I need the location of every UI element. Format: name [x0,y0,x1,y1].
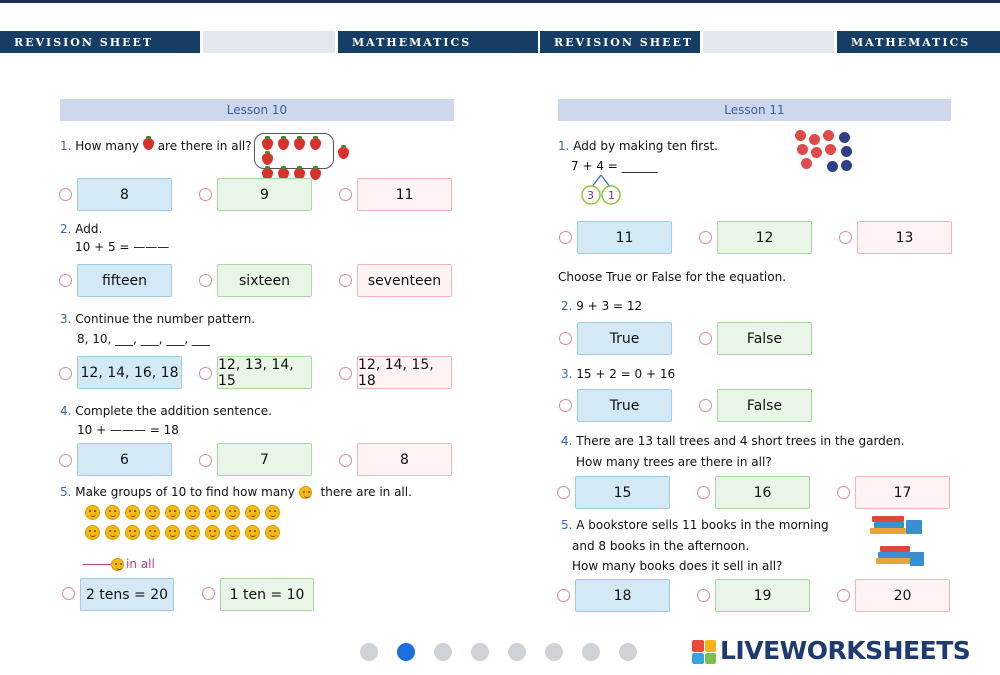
smiley-icon [299,486,312,499]
question-1 [60,138,252,153]
option-16[interactable]: 16 [715,476,810,509]
lesson-title [60,99,454,121]
question-text: Complete the addition sentence. [75,404,272,418]
strawberry-group [254,133,334,169]
option-15[interactable]: 15 [575,476,670,509]
option-8[interactable]: 8 [357,443,452,476]
header-revision-sheet-right [540,31,700,53]
radio-option-2-tens[interactable] [62,587,75,600]
option-12-13-14-15[interactable]: 12, 13, 14, 15 [217,356,312,389]
question-number: 4. [60,404,72,418]
header-subject: MATHEMATICS [352,35,472,49]
option-19[interactable]: 19 [715,579,810,612]
lesson-title-text: Lesson 11 [724,103,785,117]
number-split-diagram [576,173,626,208]
question-2 [561,299,642,313]
radio-option-c[interactable] [339,367,352,380]
question-number: 3. [561,367,573,381]
question-text: Make groups of 10 to find how many [75,485,295,499]
lesson-title [558,99,951,121]
option-true[interactable]: True [577,389,672,422]
number-pattern: 8, 10, ___, ___, ___, ___ [77,332,211,346]
radio-option-8[interactable] [59,188,72,201]
radio-option-11[interactable] [339,188,352,201]
radio-option-fifteen[interactable] [59,274,72,287]
header-mathematics-left [338,31,538,53]
radio-option-sixteen[interactable] [199,274,212,287]
header-mathematics-right [837,31,1000,53]
radio-option-16[interactable] [697,486,710,499]
question-1 [558,139,718,153]
option-false[interactable]: False [717,322,812,355]
strawberry-icon [143,138,154,150]
radio-option-19[interactable] [697,589,710,602]
radio-option-6[interactable] [59,454,72,467]
option-1-ten[interactable]: 1 ten = 10 [220,578,314,611]
equation: 7 + 4 = ______ [571,159,658,173]
radio-option-13[interactable] [839,231,852,244]
question-5 [60,485,412,499]
lesson-title-text: Lesson 10 [226,103,288,117]
radio-option-7[interactable] [199,454,212,467]
option-11[interactable]: 11 [357,178,452,211]
option-7[interactable]: 7 [217,443,312,476]
option-6[interactable]: 6 [77,443,172,476]
question-text: Continue the number pattern. [75,312,256,326]
radio-option-true[interactable] [559,399,572,412]
question-number: 1. [60,139,72,153]
question-5-line2: and 8 books in the afternoon. [572,539,750,553]
question-number: 5. [561,518,573,532]
question-text: are there in all? [157,139,252,153]
blank-in-all [83,557,155,571]
radio-option-b[interactable] [199,367,212,380]
header-label: REVISION SHEET [554,35,694,49]
option-false[interactable]: False [717,389,812,422]
header-label: REVISION SHEET [14,35,154,49]
option-17[interactable]: 17 [855,476,950,509]
question-number: 4. [561,434,573,448]
question-text: 9 + 3 = 12 [576,299,643,313]
option-2-tens[interactable]: 2 tens = 20 [80,578,174,611]
page-dot-3[interactable] [434,643,452,661]
question-text: there are in all. [320,485,412,499]
question-number: 2. [60,222,72,236]
option-seventeen[interactable]: seventeen [357,264,452,297]
radio-option-seventeen[interactable] [339,274,352,287]
option-8[interactable]: 8 [77,178,172,211]
radio-option-12[interactable] [699,231,712,244]
smiley-icon [111,558,124,571]
brand-name: LIVEWORKSHEETS [720,636,971,665]
radio-option-17[interactable] [837,486,850,499]
equation: 10 + 5 = ——— [75,240,170,254]
question-3 [561,367,675,381]
header-subject: MATHEMATICS [851,35,971,49]
question-2 [60,222,102,236]
question-4 [561,434,905,448]
radio-option-8b[interactable] [339,454,352,467]
option-11[interactable]: 11 [577,221,672,254]
strawberry-icon [338,147,349,159]
header-spacer [703,31,834,53]
radio-option-11[interactable] [559,231,572,244]
question-number: 3. [60,312,72,326]
question-text: Add by making ten first. [573,139,718,153]
page-dot-4[interactable] [471,643,489,661]
page-dot-2[interactable] [397,643,415,661]
option-13[interactable]: 13 [857,221,952,254]
question-5 [561,518,829,532]
radio-option-a[interactable] [59,367,72,380]
equation: 10 + ——— = 18 [77,423,179,437]
option-18[interactable]: 18 [575,579,670,612]
question-3 [60,312,255,326]
radio-option-15[interactable] [557,486,570,499]
header-spacer [203,31,335,53]
option-true[interactable]: True [577,322,672,355]
radio-option-18[interactable] [557,589,570,602]
question-text: There are 13 tall trees and 4 short trees in the garden. [576,434,905,448]
page-dot-8[interactable] [619,643,637,661]
question-text: A bookstore sells 11 books in the morning [576,518,829,532]
radio-option-9[interactable] [199,188,212,201]
header-revision-sheet-left [0,31,200,53]
radio-option-20[interactable] [837,589,850,602]
blank-line [83,564,111,565]
liveworksheets-logo-icon [692,640,716,664]
option-sixteen[interactable]: sixteen [217,264,312,297]
question-4-sub: How many trees are there in all? [576,455,772,469]
question-number: 1. [558,139,570,153]
question-number: 5. [60,485,72,499]
option-12-14-16-18[interactable]: 12, 14, 16, 18 [77,356,182,389]
question-4 [60,404,272,418]
option-12-14-15-18[interactable]: 12, 14, 15, 18 [357,356,452,389]
radio-option-true[interactable] [559,332,572,345]
split-left: 3 [587,189,594,202]
question-text: 15 + 2 = 0 + 16 [576,367,676,381]
page-dot-1[interactable] [360,643,378,661]
page-dot-7[interactable] [582,643,600,661]
blank-label: in all [126,557,155,571]
option-20[interactable]: 20 [855,579,950,612]
top-border [0,0,1000,3]
question-text: Add. [75,222,103,236]
counting-balls [793,128,853,178]
book-stacks-icon [870,514,926,574]
option-9[interactable]: 9 [217,178,312,211]
instruction: Choose True or False for the equation. [558,270,787,284]
radio-option-false[interactable] [699,399,712,412]
question-number: 2. [561,299,573,313]
radio-option-false[interactable] [699,332,712,345]
page-dot-6[interactable] [545,643,563,661]
smiley-group [85,505,285,545]
option-12[interactable]: 12 [717,221,812,254]
split-right: 1 [608,189,615,202]
page-dot-5[interactable] [508,643,526,661]
radio-option-1-ten[interactable] [202,587,215,600]
option-fifteen[interactable]: fifteen [77,264,172,297]
question-text: How many [75,139,140,153]
question-5-line3: How many books does it sell in all? [572,559,783,573]
